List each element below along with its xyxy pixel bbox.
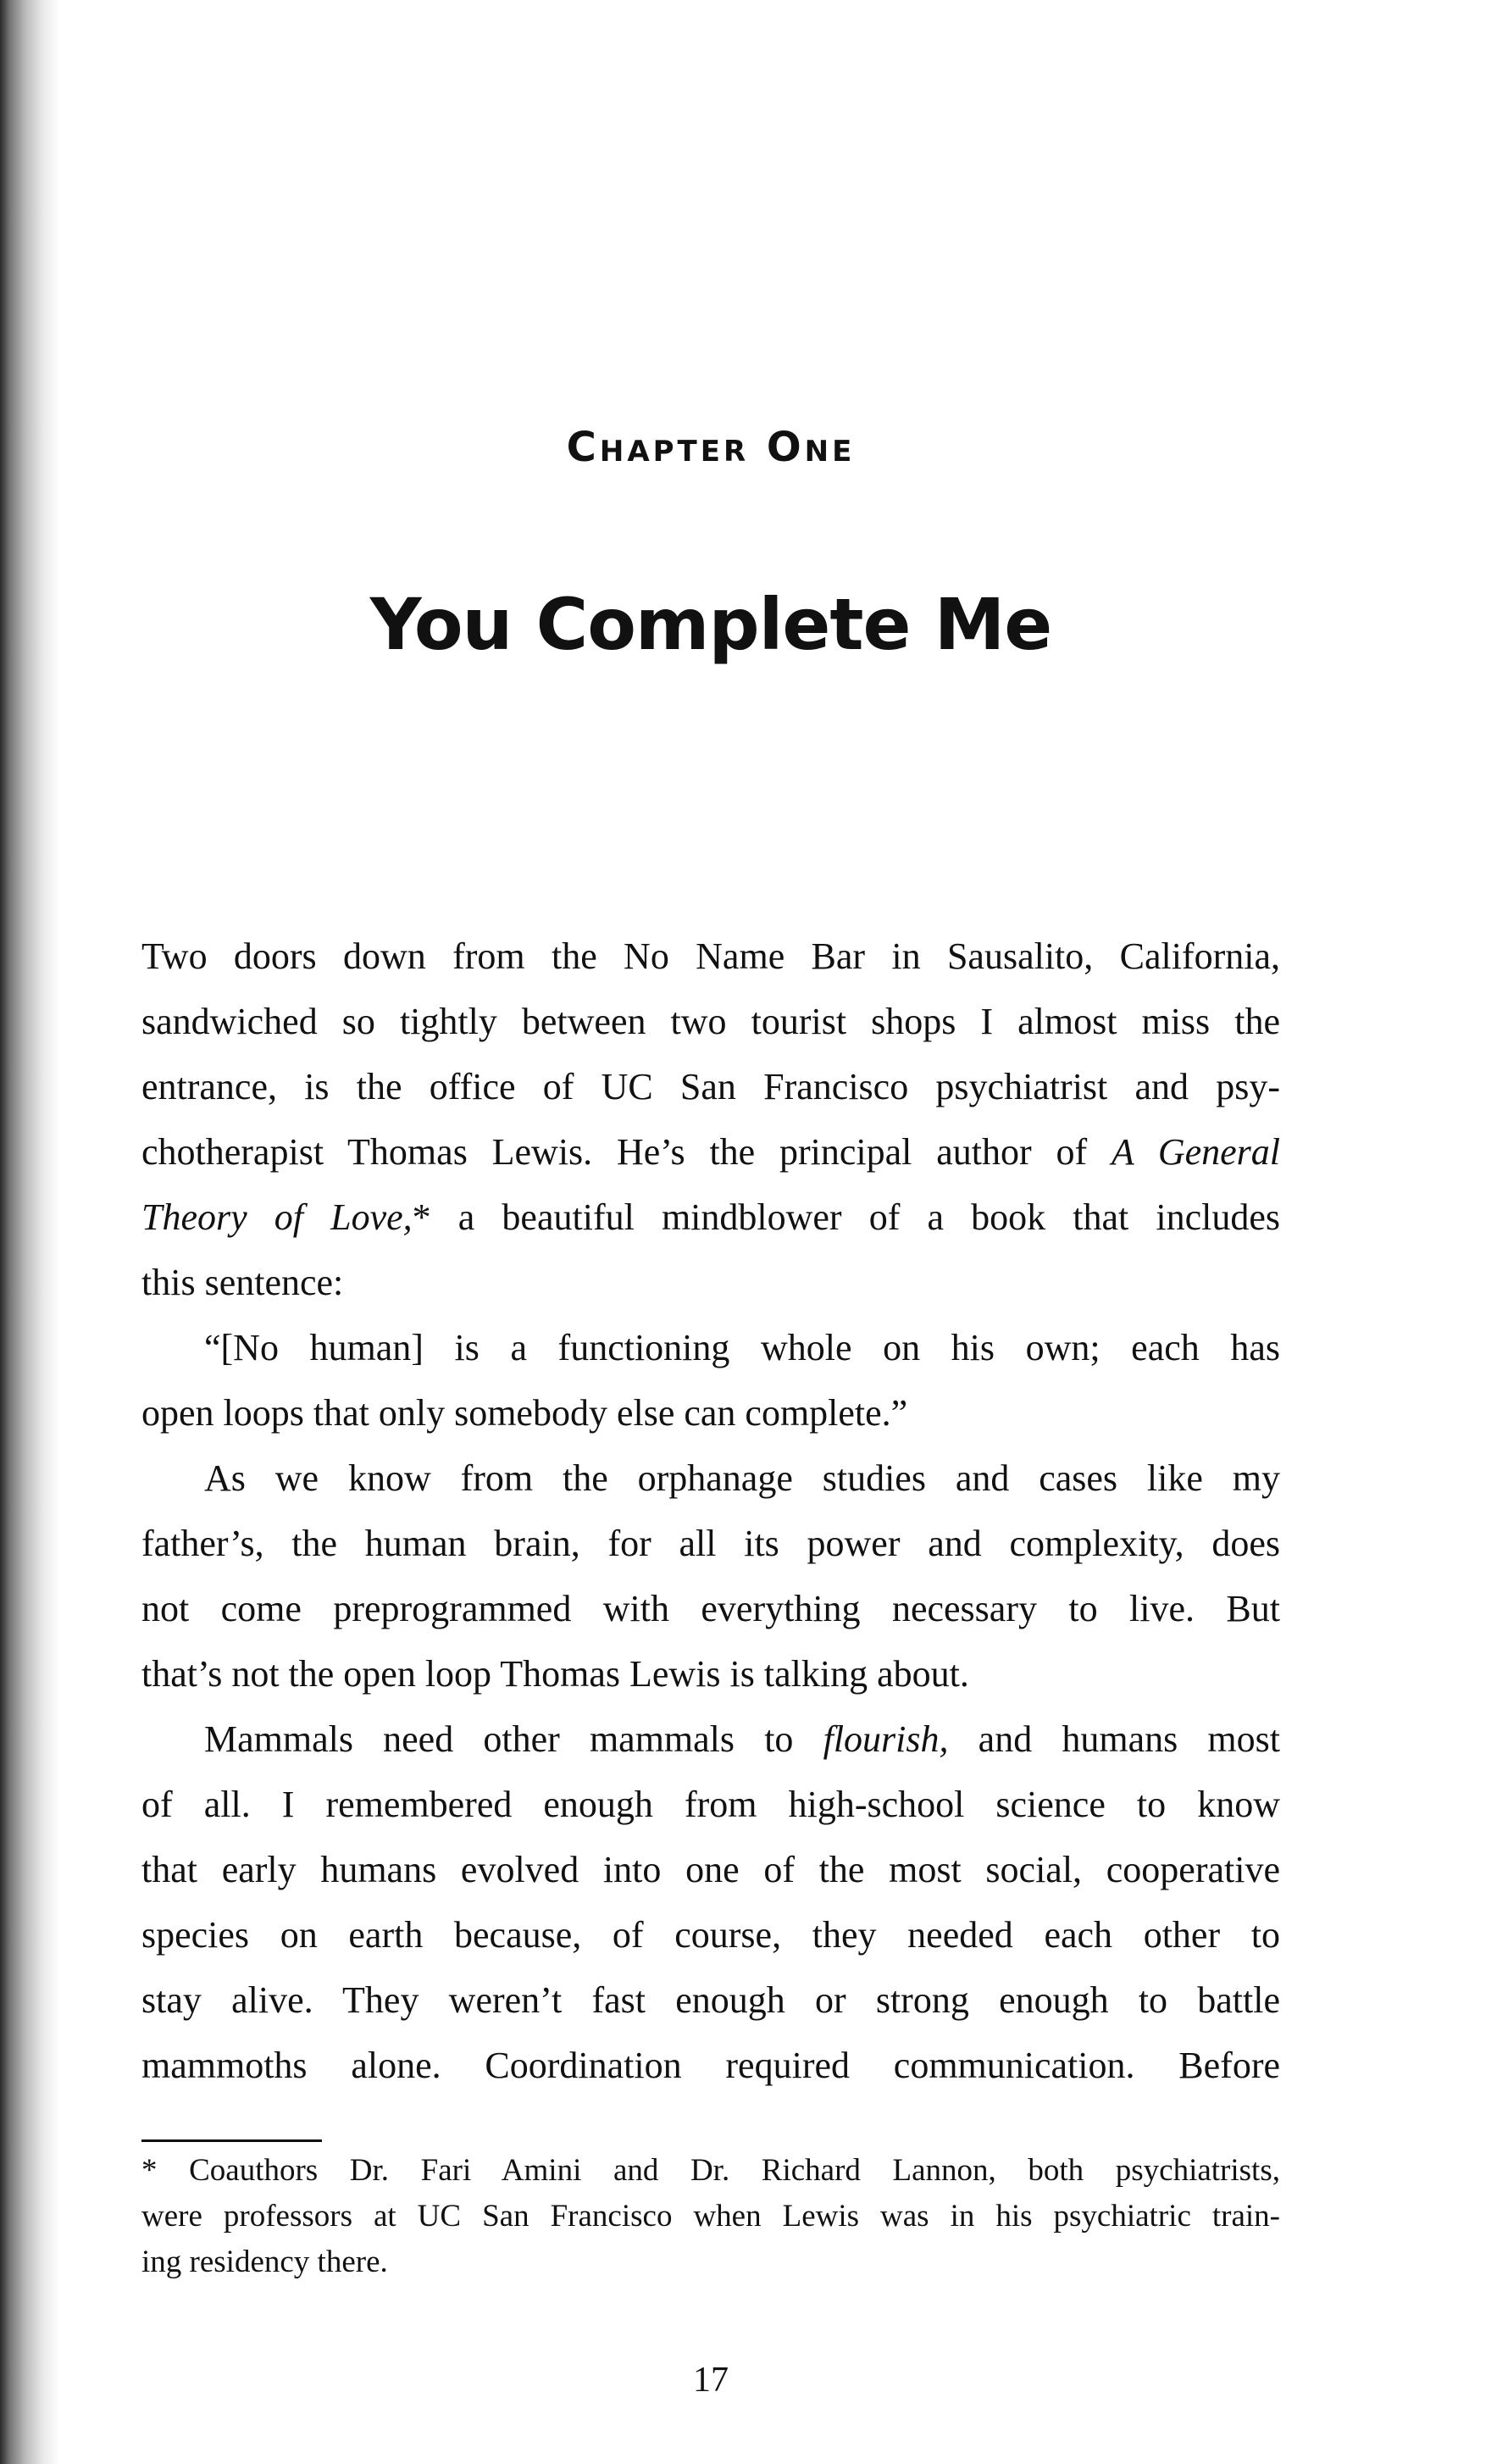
text-line <box>141 1706 1280 1772</box>
text-segment: “[No human] is a functioning whole on his own; each has <box>204 1327 1280 1368</box>
text-segment: mammoths alone. Coordination required communication. Before <box>141 2045 1280 2086</box>
footnote-rule <box>141 2139 322 2142</box>
body-text <box>141 924 1280 2098</box>
binding-shadow <box>0 0 59 2464</box>
text-line <box>141 2033 1280 2098</box>
text-segment: father’s, the human brain, for all its power and complexity, does <box>141 1523 1280 1564</box>
italic-text: Theory of Love, <box>141 1196 413 1238</box>
text-line <box>141 1641 1280 1706</box>
footnote <box>141 2148 1280 2285</box>
text-segment: stay alive. They weren’t fast enough or strong enough to battle <box>141 1979 1280 2021</box>
text-line <box>141 1250 1280 1315</box>
text-segment: this sentence: <box>141 1262 344 1303</box>
chapter-title: You Complete Me <box>369 583 1052 666</box>
chapter-label: Chapter One <box>566 424 856 471</box>
text-segment: that early humans evolved into one of the most social, cooperative <box>141 1849 1280 1890</box>
text-line <box>141 1772 1280 1837</box>
text-segment: * a beautiful mindblower of a book that includes <box>412 1196 1280 1238</box>
page-number: 17 <box>693 2361 729 2400</box>
footnote-line: ing residency there. <box>141 2245 388 2279</box>
text-segment: that’s not the open loop Thomas Lewis is talking about. <box>141 1653 969 1695</box>
text-segment: of all. I remembered enough from high-school science to know <box>141 1784 1280 1825</box>
text-segment: species on earth because, of course, they needed each other to <box>141 1914 1280 1956</box>
text-segment: Two doors down from the No Name Bar in Sausalito, California, <box>141 935 1280 977</box>
text-segment: not come preprogrammed with everything necessary to live. But <box>141 1588 1280 1629</box>
text-line <box>141 1446 1280 1511</box>
text-segment: Mammals need other mammals to <box>204 1718 823 1760</box>
text-segment: chotherapist Thomas Lewis. He’s the principal author of <box>141 1131 1112 1173</box>
text-line <box>141 1119 1280 1185</box>
text-line <box>141 1967 1280 2033</box>
text-line <box>141 1837 1280 1902</box>
text-line <box>141 1054 1280 1119</box>
text-line <box>141 1380 1280 1446</box>
text-segment: open loops that only somebody else can complete.” <box>141 1392 908 1434</box>
text-line <box>141 1576 1280 1641</box>
text-segment: sandwiched so tightly between two tourist shops I almost miss the <box>141 1001 1280 1042</box>
text-segment: and humans most <box>948 1718 1280 1760</box>
text-line <box>141 1902 1280 1967</box>
footnote-line: * Coauthors Dr. Fari Amini and Dr. Richard Lannon, both psychiatrists, <box>141 2153 1280 2188</box>
text-segment: entrance, is the office of UC San Francisco psychiatrist and psy- <box>141 1066 1280 1107</box>
footnote-line: were professors at UC San Francisco when Lewis was in his psychiatric train- <box>141 2199 1280 2234</box>
italic-text: flourish, <box>823 1718 949 1760</box>
text-line <box>141 1511 1280 1576</box>
text-line <box>141 1185 1280 1250</box>
italic-text: A General <box>1111 1131 1280 1173</box>
text-segment: As we know from the orphanage studies and cases like my <box>204 1457 1280 1499</box>
text-line <box>141 1315 1280 1380</box>
text-line <box>141 924 1280 989</box>
text-line <box>141 989 1280 1054</box>
